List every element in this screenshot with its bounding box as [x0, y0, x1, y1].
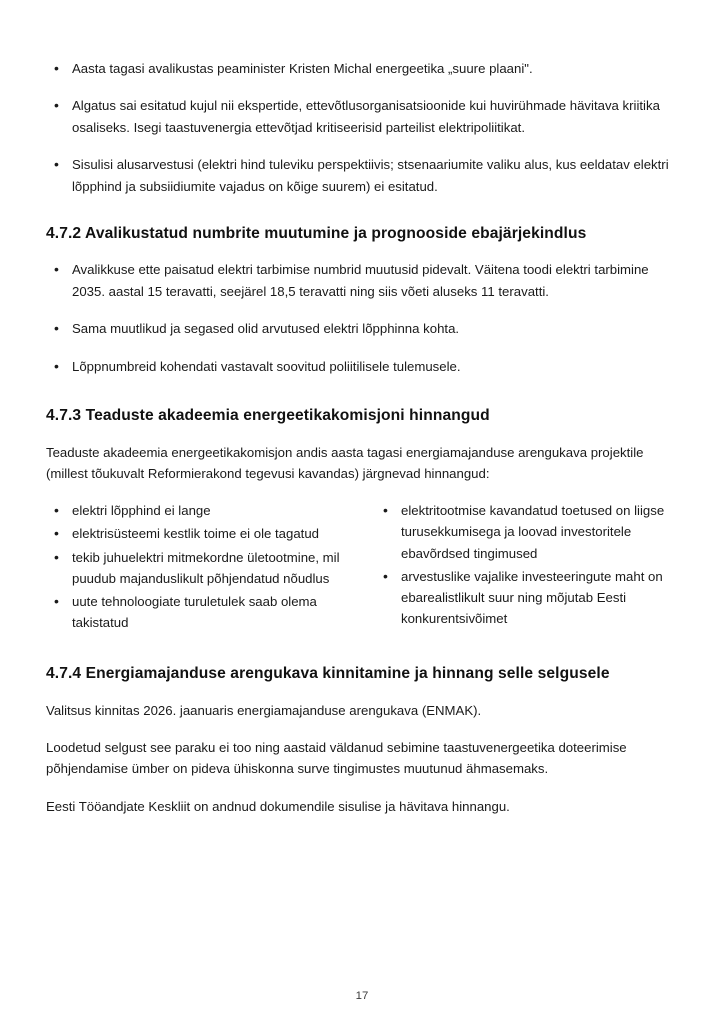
- right-bullet-list: [375, 500, 678, 629]
- section-heading-4-7-4: 4.7.4 Energiamajanduse arengukava kinnitamine ja hinnang selle selgusele: [46, 665, 610, 683]
- left-bullet-list: [46, 500, 349, 633]
- list-item: • uute tehnoloogiate turuletulek saab olema takistatud: [46, 591, 349, 633]
- list-item: • elektrisüsteemi kestlik toime ei ole tagatud: [46, 523, 349, 544]
- list-item: • Sisulisi alusarvestusi (elektri hind tuleviku perspektiivis; stsenaariumite valiku alus, kus eeldatav elektri lõpphind ja subsiidiumite vajadus on kõige suurem) ei esitatud.: [46, 154, 678, 197]
- section-heading-4-7-3: 4.7.3 Teaduste akadeemia energeetikakomisjoni hinnangud: [46, 406, 490, 424]
- section-4-7-4-paragraph-2: Loodetud selgust see paraku ei too ning aastaid väldanud sebimine taastuvenergeetika doteerimise põhjendamise ümber on pideva ühiskonna surve tingimustes muutunud ähmasemaks.: [46, 740, 627, 777]
- right-column: [375, 500, 678, 635]
- section-4-7-4-paragraph-3: Eesti Tööandjate Keskliit on andnud dokumendile sisulise ja hävitava hinnangu.: [46, 798, 510, 814]
- list-item: • Algatus sai esitatud kujul nii ekspertide, ettevõtlusorganisatsioonide kui huvirühmade hävitava kriitika osaliseks. Isegi taastuvenergia ettevõtjad kritiseerisid parteilist elektripoliitikat.: [46, 95, 678, 138]
- list-item: • Lõppnumbreid kohendati vastavalt soovitud poliitilisele tulemusele.: [46, 356, 678, 377]
- section-4-7-2-bullet-list: [46, 259, 678, 377]
- list-item: • Avalikkuse ette paisatud elektri tarbimise numbrid muutusid pidevalt. Väitena toodi elektri tarbimine 2035. aastal 15 teravatti, seejärel 18,5 teravatti ning siis võeti aluseks 11 teravatti.: [46, 259, 678, 302]
- list-item: • tekib juhuelektri mitmekordne ületootmine, mil puudub majanduslikult põhjendatud nõudlus: [46, 547, 349, 589]
- section-4-7-3-intro-paragraph: Teaduste akadeemia energeetikakomisjon andis aasta tagasi energiamajanduse arengukava projektile (millest tõukuvalt Reformierakond tegevusi kavandas) järgnevad hinnangud:: [46, 444, 644, 481]
- list-item: • arvestuslike vajalike investeeringute maht on ebarealistlikult suur ning mõjutab Eesti konkurentsivõimet: [375, 566, 678, 629]
- section-heading-4-7-2: 4.7.2 Avalikustatud numbrite muutumine ja prognooside ebajärjekindlus: [46, 224, 587, 242]
- list-item: • elektri lõpphind ei lange: [46, 500, 349, 521]
- list-item: • elektritootmise kavandatud toetused on liigse turusekkumisega ja loovad investoritele ebavõrdsed tingimused: [375, 500, 678, 563]
- section-4-7-4-paragraph-1: Valitsus kinnitas 2026. jaanuaris energiamajanduse arengukava (ENMAK).: [46, 702, 482, 718]
- list-item: • Aasta tagasi avalikustas peaminister Kristen Michal energeetika „suure plaani".: [46, 58, 678, 79]
- page-number: 17: [355, 990, 369, 1002]
- intro-bullet-list: [46, 58, 678, 197]
- list-item: • Sama muutlikud ja segased olid arvutused elektri lõpphinna kohta.: [46, 318, 678, 339]
- left-column: [46, 500, 349, 635]
- section-4-7-3-two-column-lists: [46, 500, 678, 635]
